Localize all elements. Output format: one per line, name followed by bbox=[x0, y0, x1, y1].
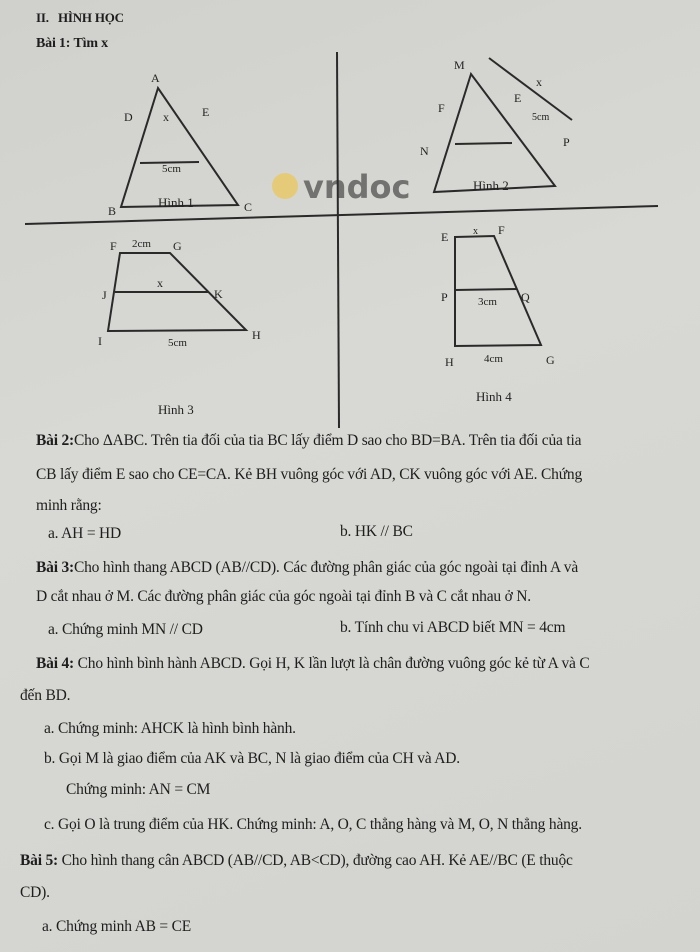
bai4-part-a: a. Chứng minh: AHCK là hình bình hành. bbox=[44, 720, 296, 737]
label-F: F bbox=[498, 223, 505, 237]
bai2-part-b: b. HK // BC bbox=[340, 523, 413, 540]
figure-3-trapezoid bbox=[108, 253, 246, 331]
label-base: 5cm bbox=[162, 163, 181, 175]
bai1-text: Tìm x bbox=[73, 36, 108, 51]
label-F: F bbox=[110, 239, 117, 253]
label-I: I bbox=[98, 334, 102, 348]
label-G: G bbox=[546, 353, 555, 367]
bai4-label: Bài 4: bbox=[36, 655, 74, 672]
caption-hinh3: Hình 3 bbox=[158, 402, 194, 417]
horizontal-divider bbox=[25, 206, 658, 224]
label-J: J bbox=[102, 288, 107, 302]
bai1-label: Bài 1: bbox=[36, 36, 71, 51]
label-H: H bbox=[445, 355, 454, 369]
bai4-line2: đến BD. bbox=[20, 687, 71, 704]
label-N: N bbox=[420, 144, 429, 158]
label-mid: 3cm bbox=[478, 296, 497, 308]
bai2-text1: Cho ΔABC. Trên tia đối của tia BC lấy điểm D sao cho BD=BA. Trên tia đối của tia bbox=[73, 432, 582, 449]
label-G: G bbox=[173, 239, 182, 253]
bai3-part-b: b. Tính chu vi ABCD biết MN = 4cm bbox=[340, 619, 566, 636]
figure-2-triangle bbox=[434, 58, 572, 192]
bai4-part-b2: Chứng minh: AN = CM bbox=[66, 781, 211, 798]
label-D: D bbox=[124, 110, 133, 124]
label-x: x bbox=[536, 75, 542, 89]
section-number: II. bbox=[36, 10, 49, 25]
label-E: E bbox=[441, 230, 449, 244]
bai5-line1 bbox=[20, 852, 573, 870]
bai2-line3: minh rằng: bbox=[36, 497, 102, 514]
label-B: B bbox=[108, 204, 117, 218]
label-P: P bbox=[563, 135, 570, 149]
caption-hinh2: Hình 2 bbox=[473, 178, 509, 193]
bai5-part-a: a. Chứng minh AB = CE bbox=[42, 918, 192, 935]
figure-1-triangle bbox=[121, 88, 238, 207]
vertical-divider bbox=[337, 52, 339, 428]
caption-hinh1: Hình 1 bbox=[158, 195, 194, 210]
label-base: 5cm bbox=[168, 337, 187, 349]
bai3-part-a: a. Chứng minh MN // CD bbox=[48, 621, 203, 638]
bai5-line2: CD). bbox=[20, 884, 50, 901]
bai2-line2: CB lấy điểm E sao cho CE=CA. Kẻ BH vuông góc với AD, CK vuông góc với AE. Chứng bbox=[36, 466, 582, 483]
bai3-label: Bài 3: bbox=[36, 559, 74, 576]
bai4-text1: Cho hình bình hành ABCD. Gọi H, K lần lượt là chân đường vuông góc kẻ từ A và C bbox=[73, 655, 590, 672]
label-A: A bbox=[151, 71, 160, 85]
label-E: E bbox=[202, 105, 210, 119]
label-P: P bbox=[441, 290, 448, 304]
bai5-text1: Cho hình thang cân ABCD (AB//CD, AB<CD), đường cao AH. Kẻ AE//BC (E thuộc bbox=[57, 852, 573, 869]
bai3-line1 bbox=[36, 559, 578, 577]
figures-area bbox=[0, 0, 700, 430]
bai2-part-a: a. AH = HD bbox=[48, 525, 122, 542]
bai4-part-b: b. Gọi M là giao điểm của AK và BC, N là giao điểm của CH và AD. bbox=[44, 750, 460, 767]
label-F: F bbox=[438, 101, 445, 115]
bai4-part-c: c. Gọi O là trung điểm của HK. Chứng minh: A, O, C thẳng hàng và M, O, N thẳng hàng. bbox=[44, 816, 582, 833]
label-base: 4cm bbox=[484, 353, 503, 365]
bai3-line2: D cắt nhau ở M. Các đường phân giác của góc ngoài tại đỉnh B và C cắt nhau ở N. bbox=[36, 588, 531, 605]
bai4-line1 bbox=[36, 655, 590, 673]
label-C: C bbox=[244, 200, 253, 214]
bai5-label: Bài 5: bbox=[20, 852, 58, 869]
watermark-logo bbox=[272, 168, 411, 206]
label-x: x bbox=[163, 110, 169, 124]
bai3-text1: Cho hình thang ABCD (AB//CD). Các đường phân giác của góc ngoài tại đỉnh A và bbox=[73, 559, 579, 576]
watermark-text: vndoc bbox=[303, 168, 411, 206]
section-title: HÌNH HỌC bbox=[57, 10, 124, 25]
label-ep: 5cm bbox=[532, 112, 550, 123]
label-E: E bbox=[514, 91, 522, 105]
label-H: H bbox=[252, 328, 261, 342]
label-Q: Q bbox=[521, 290, 530, 304]
caption-hinh4: Hình 4 bbox=[476, 389, 512, 404]
bai2-line1 bbox=[36, 432, 581, 450]
label-x: x bbox=[473, 226, 478, 237]
watermark-mascot-icon bbox=[272, 173, 298, 199]
label-K: K bbox=[214, 287, 223, 301]
label-M: M bbox=[454, 58, 465, 72]
bai2-label: Bài 2: bbox=[36, 432, 74, 449]
label-x: x bbox=[157, 276, 163, 290]
label-top: 2cm bbox=[132, 238, 151, 250]
